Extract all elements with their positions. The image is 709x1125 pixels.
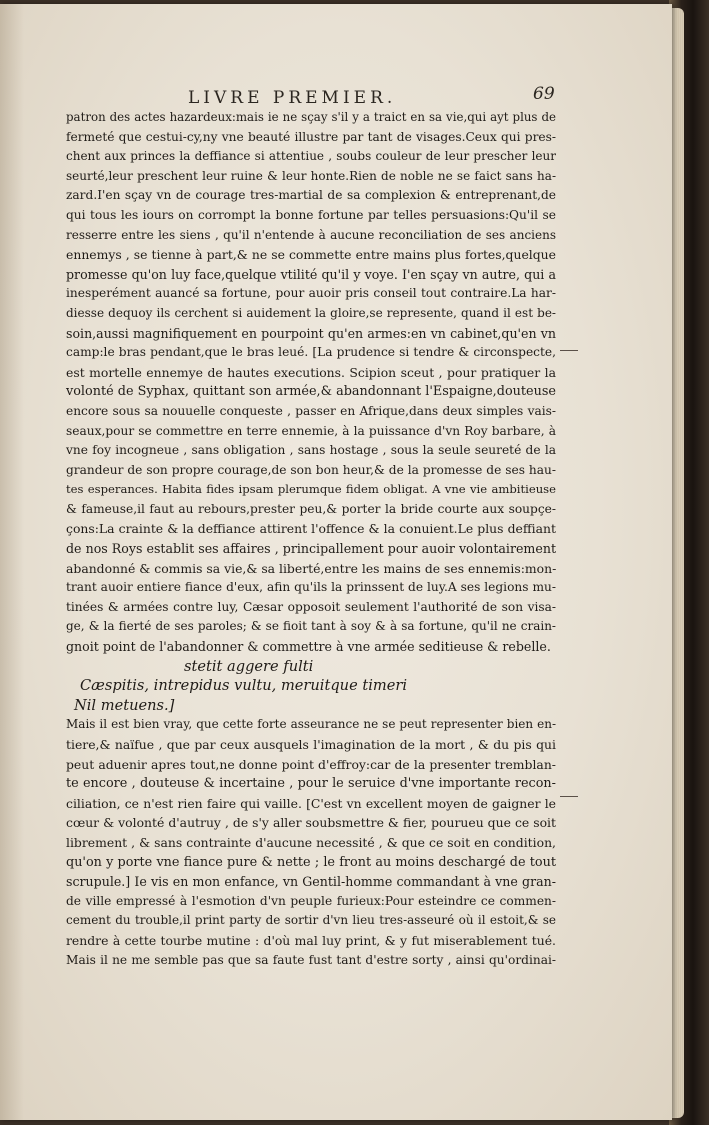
text-line: diesse dequoy ils cerchent si auidement la gloire,se represente, quand il est be- — [66, 305, 556, 320]
text-line: ennemys , se tienne à part,& ne se commette entre mains plus fortes,quelque — [66, 247, 556, 263]
verse-line: stetit aggere fulti — [184, 657, 314, 675]
margin-mark — [560, 796, 578, 797]
text-line: cœur & volonté d'autruy , de s'y aller soubsmettre & fier, pourueu que ce soit — [66, 815, 556, 831]
verse-line: Cæspitis, intrepidus vultu, meruitque timeri — [80, 677, 408, 695]
running-head: LIVRE PREMIER. — [188, 88, 397, 108]
text-line: seaux,pour se commettre en terre ennemie, à la puissance d'vn Roy barbare, à — [66, 423, 556, 438]
text-line: librement , & sans contrainte d'aucune necessité , & que ce soit en condition, — [66, 834, 556, 850]
text-line: inesperément auancé sa fortune, pour auoir pris conseil tout contraire.La har- — [66, 286, 556, 301]
text-line: chent aux princes la deffiance si attentiue , soubs couleur de leur prescher leur — [66, 149, 556, 164]
text-line: trant auoir entiere fiance d'eux, afin qu'ils la prinssent de luy.A ses legions mu- — [66, 580, 556, 595]
text-line: qui tous les iours on corrompt la bonne fortune par telles persuasions:Qu'il se — [66, 207, 556, 222]
text-line: peut aduenir apres tout,ne donne point d'effroy:car de la presenter tremblan- — [66, 756, 556, 772]
text-line: Mais il ne me semble pas que sa faute fust tant d'estre sorty , ainsi qu'ordinai- — [66, 952, 556, 967]
text-line: te encore , douteuse & incertaine , pour le seruice d'vne importante recon- — [66, 776, 556, 792]
text-line: soin,aussi magnifiquement en pourpoint qu'en armes:en vn cabinet,qu'en vn — [66, 325, 556, 341]
text-line: est mortelle ennemye de hautes executions. Scipion sceut , pour pratiquer la — [66, 364, 556, 380]
text-line: de ville empressé à l'esmotion d'vn peuple furieux:Pour esteindre ce commen- — [66, 893, 556, 908]
text-line: ge, & la fierté de ses paroles; & se fioit tant à soy & à sa fortune, qu'il ne crain- — [66, 619, 556, 634]
text-line: camp:le bras pendant,que le bras leué. [La prudence si tendre & circonspecte, — [66, 345, 556, 360]
page-number: 69 — [533, 84, 555, 104]
gutter-shadow — [0, 4, 24, 1120]
text-line: Mais il est bien vray, que cette forte asseurance ne se peut representer bien en- — [66, 717, 556, 732]
text-line: qu'on y porte vne fiance pure & nette ; le front au moins deschargé de tout — [66, 854, 556, 870]
book-page — [0, 4, 672, 1120]
text-line: patron des actes hazardeux:mais ie ne sçay s'il y a traict en sa vie,qui ayt plus de — [66, 110, 556, 124]
text-line: volonté de Syphax, quittant son armée,& abandonnant l'Espaigne,douteuse — [66, 384, 556, 400]
text-line: encore sous sa nouuelle conqueste , passer en Afrique,dans deux simples vais- — [66, 403, 556, 418]
body-text — [66, 108, 556, 970]
text-line: cement du trouble,il print party de sortir d'vn lieu tres-asseuré où il estoit,& se — [66, 913, 556, 928]
text-line: gnoit point de l'abandonner & commettre à vne armée seditieuse & rebelle. — [66, 639, 551, 655]
text-line: ciliation, ce n'est rien faire qui vaille. [C'est vn excellent moyen de gaigner le — [66, 795, 556, 811]
text-line: & fameuse,il faut au rebours,prester peu,& porter la bride courte aux soupçe- — [66, 501, 556, 516]
text-line: de nos Roys establit ses affaires , principallement pour auoir volontairement — [66, 541, 556, 557]
verse-line: Nil metuens.] — [74, 696, 175, 714]
text-line: promesse qu'on luy face,quelque vtilité qu'il y voye. I'en sçay vn autre, qui a — [66, 266, 556, 282]
text-line: scrupule.] Ie vis en mon enfance, vn Gentil-homme commandant à vne gran- — [66, 874, 556, 890]
text-line: fermeté que cestui-cy,ny vne beauté illustre par tant de visages.Ceux qui pres- — [66, 129, 556, 144]
text-line: tinées & armées contre luy, Cæsar opposoit seulement l'authorité de son visa- — [66, 599, 556, 614]
text-line: çons:La crainte & la deffiance attirent l'offence & la conuient.Le plus deffiant — [66, 521, 556, 537]
text-line: abandonné & commis sa vie,& sa liberté,entre les mains de ses ennemis:mon- — [66, 560, 557, 576]
text-line: tes esperances. Habita fides ipsam plerumque fidem obligat. A vne vie ambitieuse — [66, 482, 556, 497]
text-line: rendre à cette tourbe mutine : d'où mal luy print, & y fut miserablement tué. — [66, 932, 556, 948]
text-line: zard.I'en sçay vn de courage tres-martial de sa complexion & entreprenant,de — [66, 188, 556, 203]
text-line: vne foy incogneue , sans obligation , sans hostage , sous la seule seureté de la — [66, 443, 556, 458]
margin-mark — [560, 350, 578, 351]
text-line: tiere,& naïfue , que par ceux ausquels l'imagination de la mort , & du pis qui — [66, 737, 556, 752]
text-line: grandeur de son propre courage,de son bon heur,& de la promesse de ses hau- — [66, 462, 556, 477]
text-line: resserre entre les siens , qu'il n'entende à aucune reconciliation de ses anciens — [66, 227, 556, 242]
text-line: seurté,leur preschent leur ruine & leur honte.Rien de noble ne se faict sans ha- — [66, 168, 556, 183]
